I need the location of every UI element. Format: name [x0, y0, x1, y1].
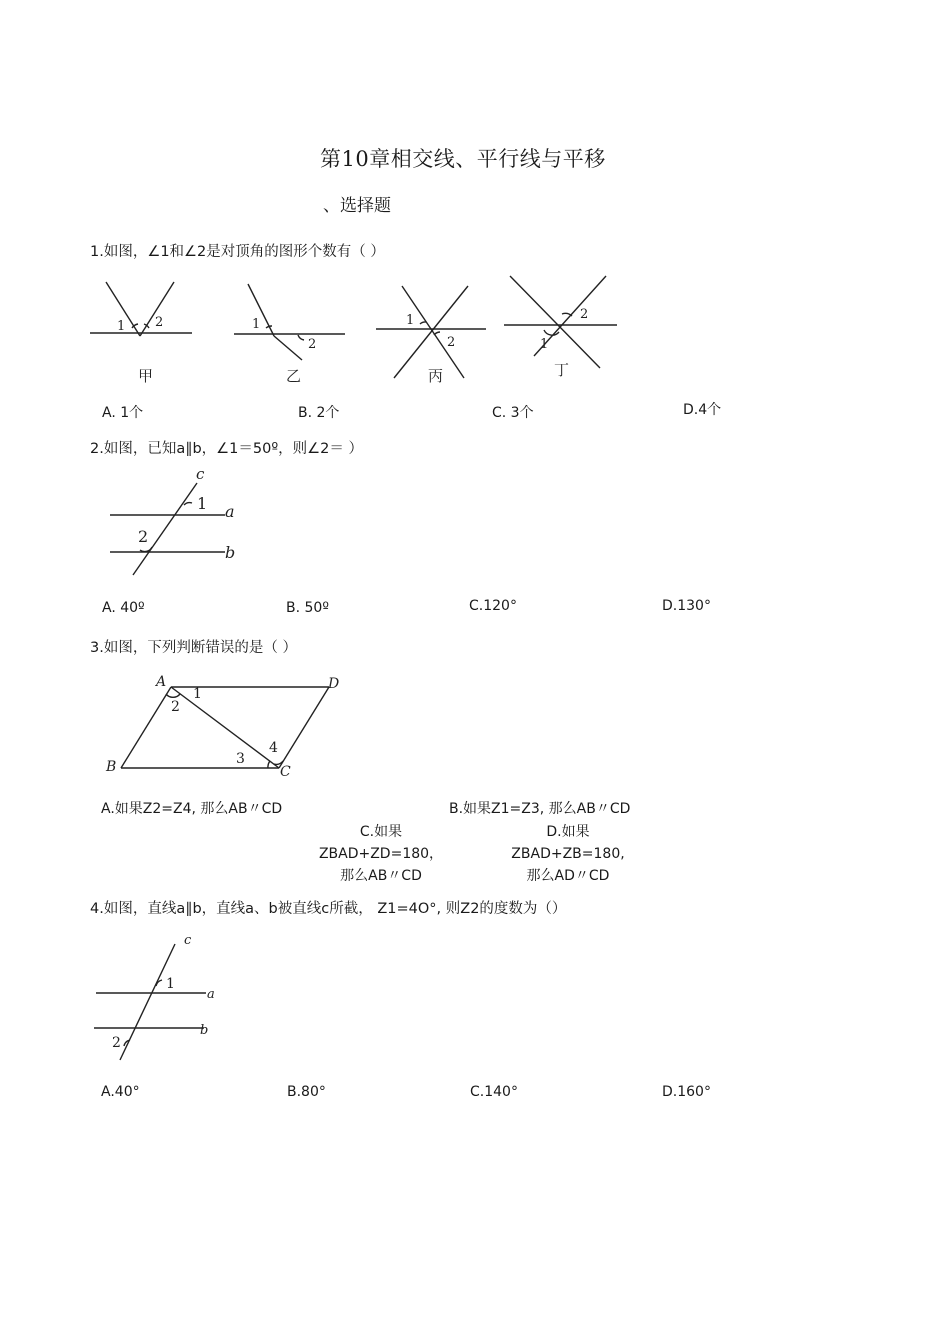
- svg-text:2: 2: [308, 337, 317, 352]
- q4-option-d[interactable]: D.160°: [662, 1084, 711, 1100]
- svg-text:2: 2: [447, 335, 456, 350]
- angle-2-label: 2: [112, 1035, 121, 1051]
- q3-option-c-line2: ZBAD+ZD=180，: [318, 846, 444, 862]
- svg-text:1: 1: [406, 313, 415, 328]
- q1-figure-bing: [374, 278, 489, 388]
- angle-1-label: 1: [117, 319, 126, 334]
- svg-text:1: 1: [540, 337, 549, 352]
- q2-option-d[interactable]: D.130°: [662, 598, 711, 614]
- q1-option-b[interactable]: B. 2个: [298, 405, 340, 421]
- line-b-label: b: [225, 543, 236, 562]
- angle-1-label: 1: [166, 976, 175, 992]
- point-d-label: D: [328, 676, 340, 692]
- q2-option-a[interactable]: A. 40º: [102, 600, 145, 616]
- q3-option-d-line2: ZBAD+ZB=180,: [511, 846, 625, 862]
- caption-ding: 丁: [554, 361, 570, 379]
- question-4-stem: 4.如图，直线a∥b，直线a、b被直线c所截， Z1=4O°, 则Z2的度数为（）: [90, 901, 567, 917]
- question-1-stem: 1.如图，∠1和∠2是对顶角的图形个数有（ ）: [90, 244, 385, 260]
- angle-2-label: 2: [171, 699, 180, 715]
- angle-2-label: 2: [138, 527, 149, 546]
- line-a-label: a: [207, 987, 215, 1002]
- angle-3-label: 3: [236, 751, 245, 767]
- q3-option-d-line3: 那么AD〃CD: [526, 868, 610, 884]
- svg-text:2: 2: [580, 307, 589, 322]
- point-a-label: A: [156, 674, 167, 690]
- page-title: 第10章相交线、平行线与平移: [320, 147, 606, 171]
- line-a-label: a: [225, 502, 235, 521]
- caption-bing: 丙: [428, 367, 444, 385]
- q1-figure-jia: [88, 278, 198, 388]
- q3-option-c[interactable]: [316, 821, 446, 887]
- line-b-label: b: [200, 1023, 209, 1038]
- line-c-label: c: [184, 933, 192, 948]
- point-b-label: B: [106, 759, 117, 775]
- angle-4-label: 4: [269, 740, 278, 756]
- q3-option-c-line1: C.如果: [359, 824, 403, 840]
- q3-option-c-line3: 那么AB〃CD: [340, 868, 422, 884]
- q3-option-d-line1: D.如果: [546, 824, 590, 840]
- q1-figure-ding: [502, 272, 622, 382]
- q2-option-c[interactable]: C.120°: [469, 598, 517, 614]
- q4-option-a[interactable]: A.40°: [101, 1084, 140, 1100]
- q4-figure: [90, 930, 230, 1065]
- q3-option-a[interactable]: A.如果Z2=Z4, 那么AB〃CD: [101, 801, 283, 817]
- question-3-stem: 3.如图，下列判断错误的是（ ）: [90, 640, 297, 656]
- q2-option-b[interactable]: B. 50º: [286, 600, 329, 616]
- angle-1-label: 1: [197, 494, 208, 513]
- point-c-label: C: [280, 764, 291, 780]
- q4-option-b[interactable]: B.80°: [287, 1084, 326, 1100]
- angle-1-label: 1: [193, 686, 202, 702]
- line-c-label: c: [196, 465, 205, 483]
- q1-option-d[interactable]: D.4个: [683, 402, 722, 418]
- angle-2-label: 2: [155, 315, 164, 330]
- q3-option-d[interactable]: [503, 821, 633, 887]
- q1-option-a[interactable]: A. 1个: [102, 405, 144, 421]
- svg-text:1: 1: [252, 317, 261, 332]
- q3-figure: [100, 668, 350, 783]
- caption-yi: 乙: [286, 367, 302, 385]
- q4-option-c[interactable]: C.140°: [470, 1084, 518, 1100]
- caption-jia: 甲: [138, 367, 154, 385]
- q3-option-b[interactable]: B.如果Z1=Z3, 那么AB〃CD: [449, 801, 631, 817]
- section-heading: 、选择题: [323, 196, 391, 216]
- q2-figure: [100, 465, 250, 585]
- q1-figure-yi: [232, 278, 352, 388]
- question-2-stem: 2.如图，已知a∥b，∠1＝50º，则∠2＝ ）: [90, 441, 364, 457]
- q1-option-c[interactable]: C. 3个: [492, 405, 534, 421]
